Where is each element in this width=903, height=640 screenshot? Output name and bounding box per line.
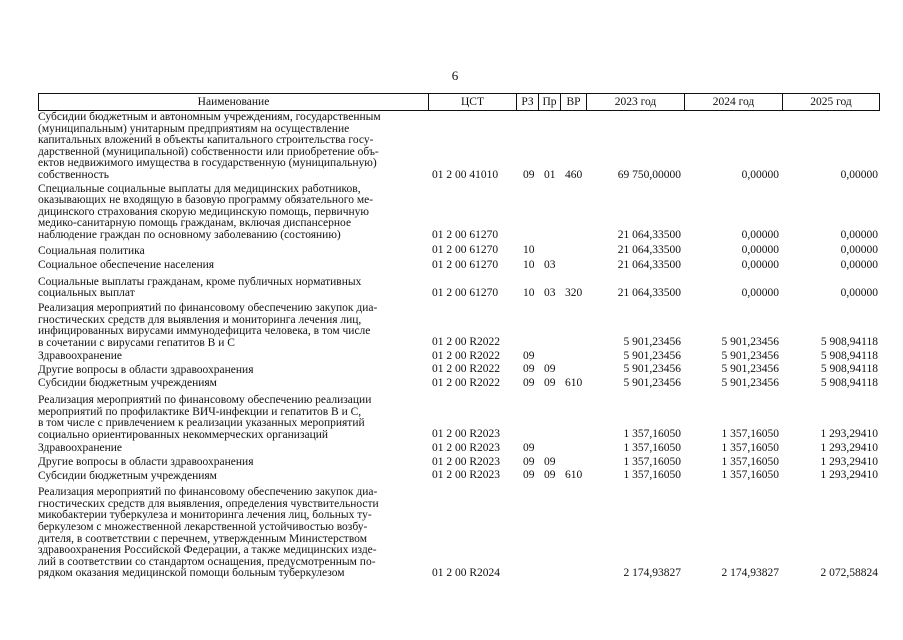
row-name: Реализация мероприятий по финансовому обеспечению закупок диа- гностических средств для выявления и мониторинга лечения лиц, инфицированных вирусами иммунодефицита человека, в том числе в сочетании с вирусами гепатитов В и С <box>38 301 378 349</box>
row-cst: 01 2 00 61270 <box>432 258 499 271</box>
row-rz: 10 <box>523 286 535 299</box>
table-row <box>38 350 880 363</box>
table-row <box>38 377 880 390</box>
row-name: Социальное обеспечение населения <box>38 259 215 272</box>
row-2025-amount: 5 908,94118 <box>820 349 878 362</box>
row-rz: 10 <box>523 244 535 257</box>
row-2023-amount: 5 901,23456 <box>623 363 681 376</box>
row-cst: 01 2 00 R2023 <box>432 455 501 468</box>
row-cst: 01 2 00 R2022 <box>432 377 501 390</box>
row-2024-amount: 5 901,23456 <box>721 349 779 362</box>
row-2023-amount: 1 357,16050 <box>623 428 681 441</box>
row-2025-amount: 0,00000 <box>840 168 878 181</box>
row-cst: 01 2 00 R2022 <box>432 336 501 349</box>
row-2023-amount: 21 064,33500 <box>617 244 681 257</box>
row-cst: 01 2 00 41010 <box>432 168 499 181</box>
row-cst: 01 2 00 R2023 <box>432 469 501 482</box>
row-vr: 610 <box>565 377 583 390</box>
row-rz: 09 <box>523 349 535 362</box>
row-2023-amount: 21 064,33500 <box>617 228 681 241</box>
row-2023-amount: 21 064,33500 <box>617 258 681 271</box>
row-cst: 01 2 00 61270 <box>432 228 499 241</box>
row-name: Субсидии бюджетным и автономным учреждениям, государственным (муниципальным) унитарным предприятиям на осуществление капитальных вложений в объекты капитального строительства госу- дарственной (муниципальной) собственности или приобретение объ- ектов недвижимого имущества в государственную (муниципальную) собственность <box>38 111 381 181</box>
row-vr: 610 <box>565 469 583 482</box>
row-cst: 01 2 00 R2024 <box>432 566 501 579</box>
table-row <box>38 394 880 441</box>
header-name: Наименование <box>39 94 429 110</box>
page-number: 6 <box>451 68 459 83</box>
row-rz: 10 <box>523 258 535 271</box>
row-2025-amount: 0,00000 <box>840 286 878 299</box>
header-rz: РЗ <box>517 94 539 110</box>
row-2024-amount: 1 357,16050 <box>721 469 779 482</box>
row-name: Реализация мероприятий по финансовому обеспечению реализации мероприятий по профилактике ВИЧ-инфекции и гепатитов В и С, в том числе с привлечением к реализации указанных мероприятий социально ориентированных некоммерческих организаций <box>38 394 372 441</box>
row-2024-amount: 0,00000 <box>741 244 779 257</box>
row-2023-amount: 5 901,23456 <box>623 336 681 349</box>
header-2024: 2024 год <box>685 94 783 110</box>
row-2023-amount: 5 901,23456 <box>623 349 681 362</box>
table-row <box>38 259 880 272</box>
row-name: Здравоохранение <box>38 442 123 455</box>
row-pr: 09 <box>544 363 556 376</box>
row-2024-amount: 1 357,16050 <box>721 442 779 455</box>
header-2025: 2025 год <box>810 96 852 108</box>
row-rz: 09 <box>523 455 535 468</box>
row-2025-amount: 5 908,94118 <box>820 377 878 390</box>
row-2024-amount: 0,00000 <box>741 286 779 299</box>
row-name: Субсидии бюджетным учреждениям <box>38 469 217 482</box>
row-2025-amount: 0,00000 <box>840 244 878 257</box>
table-row <box>38 111 880 182</box>
row-2025-amount: 0,00000 <box>840 228 878 241</box>
row-cst: 01 2 00 R2023 <box>432 428 501 441</box>
row-2025-amount: 1 293,29410 <box>820 442 878 455</box>
row-pr: 09 <box>544 377 556 390</box>
table-row <box>38 276 880 300</box>
row-2024-amount: 5 901,23456 <box>721 377 779 390</box>
row-pr: 09 <box>544 455 556 468</box>
table-row <box>38 456 880 469</box>
row-2024-amount: 1 357,16050 <box>721 428 779 441</box>
row-rz: 09 <box>523 168 535 181</box>
row-2025-amount: 1 293,29410 <box>820 455 878 468</box>
row-2023-amount: 5 901,23456 <box>623 377 681 390</box>
row-vr: 320 <box>565 286 583 299</box>
row-2024-amount: 0,00000 <box>741 168 779 181</box>
row-rz: 09 <box>523 469 535 482</box>
table-header <box>38 93 880 111</box>
row-name: Социальные выплаты гражданам, кроме публичных нормативных социальных выплат <box>38 275 362 300</box>
row-2024-amount: 1 357,16050 <box>721 455 779 468</box>
row-2025-amount: 5 908,94118 <box>820 363 878 376</box>
row-2023-amount: 69 750,00000 <box>617 168 681 181</box>
row-vr: 460 <box>565 168 583 181</box>
header-2023: 2023 год <box>587 94 685 110</box>
row-2024-amount: 5 901,23456 <box>721 336 779 349</box>
row-cst: 01 2 00 R2023 <box>432 442 501 455</box>
row-2024-amount: 5 901,23456 <box>721 363 779 376</box>
header-cst: ЦСТ <box>429 94 517 110</box>
table-row <box>38 470 880 483</box>
row-2025-amount: 2 072,58824 <box>820 566 878 579</box>
row-pr: 01 <box>544 168 556 181</box>
row-2025-amount: 1 293,29410 <box>820 469 878 482</box>
row-2025-amount: 5 908,94118 <box>820 336 878 349</box>
row-name: Другие вопросы в области здравоохранения <box>38 456 254 469</box>
row-2024-amount: 0,00000 <box>741 258 779 271</box>
row-pr: 03 <box>544 286 556 299</box>
row-cst: 01 2 00 61270 <box>432 244 499 257</box>
row-rz: 09 <box>523 377 535 390</box>
table-row <box>38 442 880 455</box>
row-cst: 01 2 00 61270 <box>432 286 499 299</box>
row-cst: 01 2 00 R2022 <box>432 363 501 376</box>
header-pr: Пр <box>539 94 561 110</box>
row-2023-amount: 2 174,93827 <box>623 566 681 579</box>
row-name: Реализация мероприятий по финансовому обеспечению закупок диа- гностических средств для выявления, определения чувствительности микобактерии туберкулеза и мониторинга лечения лиц, больных ту- беркулезом с множественной лекарственной устойчивостью возбу- дителя, в соответствии с перечнем, утвержденным Министерством здравоохранения Российской Федерации, а также медицинских изде- лий в соответствии со стандартом оснащения, предусмотренным по- рядком оказания медицинской помощи больным туберкулезом <box>38 486 379 580</box>
row-2023-amount: 21 064,33500 <box>617 286 681 299</box>
row-rz: 09 <box>523 442 535 455</box>
table-row <box>38 486 880 580</box>
row-2023-amount: 1 357,16050 <box>623 455 681 468</box>
row-name: Другие вопросы в области здравоохранения <box>38 363 254 376</box>
row-name: Специальные социальные выплаты для медицинских работников, оказывающих не входящую в базовую программу обязательного ме- дицинского страхования скорую медицинскую помощь, первичную медико-санитарную помощь гражданам, включая диспансерное наблюдение граждан по основному заболеванию (состоянию) <box>38 182 374 241</box>
row-2025-amount: 0,00000 <box>840 258 878 271</box>
row-2024-amount: 0,00000 <box>741 228 779 241</box>
row-2023-amount: 1 357,16050 <box>623 469 681 482</box>
header-vr: ВР <box>561 94 587 110</box>
row-2024-amount: 2 174,93827 <box>721 566 779 579</box>
table-row <box>38 183 880 242</box>
row-pr: 03 <box>544 258 556 271</box>
row-name: Здравоохранение <box>38 350 123 363</box>
row-cst: 01 2 00 R2022 <box>432 349 501 362</box>
table-body <box>38 111 880 580</box>
table-row <box>38 245 880 258</box>
row-2025-amount: 1 293,29410 <box>820 428 878 441</box>
row-name: Социальная политика <box>38 244 145 257</box>
table-row <box>38 302 880 349</box>
table-row <box>38 364 880 377</box>
row-rz: 09 <box>523 363 535 376</box>
row-name: Субсидии бюджетным учреждениям <box>38 377 217 390</box>
row-2023-amount: 1 357,16050 <box>623 442 681 455</box>
row-pr: 09 <box>544 469 556 482</box>
